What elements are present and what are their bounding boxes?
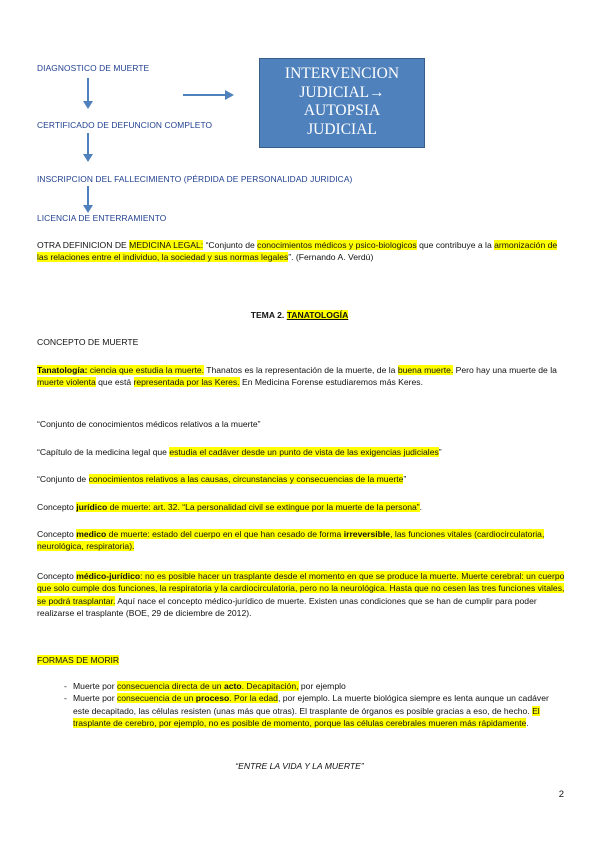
arrow-right-icon: [183, 89, 235, 101]
highlight: medico: [76, 529, 107, 539]
formas-heading: [37, 654, 567, 666]
highlight: . Por la edad: [229, 693, 278, 704]
box-line-2: [260, 84, 424, 103]
highlight: de muerte: estado del cuerpo en el que han cesado de forma: [106, 529, 344, 539]
definicion-3: [37, 473, 567, 485]
highlight: buena muerte.: [397, 365, 454, 375]
text: Aquí nace el concepto médico-jurídico de muerte. Existen unas condiciones que se han de cumplir para poder realizarse el trasplante (BOE, 29 de diciembre de 2012).: [37, 595, 537, 618]
highlight: FORMAS DE MORIR: [37, 655, 120, 665]
text: Pero hay una muerte de la: [453, 365, 557, 375]
text: ”: [403, 474, 407, 484]
highlight: : no es posible hacer un trasplante desde el momento en que se produce la muerte. Muerte cerebral: un cuerpo que solo cumple dos funciones, la respiratoria y la cardiocirculatoria, pero no la neurológica. Hasta que no cesen las tres funciones vitales, se podrá trasplantar.: [37, 571, 565, 606]
highlight: Tanatología:: [37, 365, 88, 375]
text: Thanatos: [204, 365, 243, 375]
concepto-juridico: [37, 501, 567, 513]
text: , por ejemplo. La muerte biológica siempre es lenta aunque un cadáver este decapitado, las células resisten (unas más que otras). El trasplante de órganos es posible gracias a eso, de hecho.: [73, 693, 549, 716]
bullet-dash: -: [64, 693, 67, 704]
highlight: muerte violenta: [37, 377, 96, 388]
text: ”. (Fernando A. Verdú): [288, 252, 374, 263]
definicion-2: [37, 446, 567, 458]
highlight: jurídico: [76, 502, 108, 512]
text: .: [419, 502, 423, 512]
arrow-down-icon: [82, 78, 94, 110]
text: ”: [438, 447, 442, 457]
text: Concepto: [37, 502, 77, 512]
box-line-2-text: JUDICIAL: [299, 83, 370, 101]
closing-quote: “ENTRE LA VIDA Y LA MUERTE”: [235, 761, 364, 771]
highlight: conocimientos médicos y psico-biologicos: [257, 240, 417, 250]
box-line-1: INTERVENCION: [284, 65, 400, 82]
text: por ejemplo: [298, 681, 346, 691]
bullet-dash: -: [64, 681, 67, 691]
text: Concepto: [37, 529, 77, 539]
highlight: . Decapitación,: [241, 681, 299, 691]
intervencion-judicial-box: [259, 58, 425, 148]
highlight: armonización de las relaciones entre el individuo, la sociedad y sus normas legales: [37, 240, 558, 263]
highlight: consecuencia de un: [116, 693, 196, 704]
formas-list: [37, 680, 567, 729]
tanatologia-paragraph: [37, 364, 567, 389]
definicion-1: “Conjunto de conocimientos médicos relativos a la muerte”: [37, 419, 261, 429]
title-name: TANATOLOGÍA: [286, 310, 349, 320]
text: que contribuye a la: [416, 240, 495, 250]
highlight: ciencia que estudia la muerte.: [87, 365, 205, 375]
text: Muerte por: [73, 693, 117, 704]
highlight: irreversible: [343, 529, 391, 539]
text: Concepto: [37, 571, 77, 581]
text: .: [526, 717, 529, 728]
flow-step-licencia: LICENCIA DE ENTERRAMIENTO: [37, 213, 167, 223]
flow-step-diagnostico: DIAGNOSTICO DE MUERTE: [37, 63, 150, 73]
highlight: , las funciones vitales (cardiocirculatoria, neurológica, respiratoria).: [37, 529, 545, 552]
highlight: El trasplante de cerebro, por ejemplo, no es posible de momento, porque las células cerebrales mueren más rápidamente: [73, 705, 540, 728]
page-title: [0, 310, 599, 320]
highlight: representada por las Keres.: [133, 377, 240, 388]
list-item: [37, 692, 567, 729]
text: es la representación de la muerte, de la: [242, 365, 398, 375]
highlight: proceso: [195, 693, 230, 704]
page-number: 2: [558, 789, 564, 800]
highlight: médico-jurídico: [76, 571, 141, 581]
concepto-heading: CONCEPTO DE MUERTE: [37, 337, 139, 347]
text: En Medicina Forense estudiaremos más Keres.: [239, 377, 423, 388]
box-arrow-icon: →: [369, 83, 385, 101]
arrow-down-icon: [82, 186, 94, 214]
text: “Capítulo de la medicina legal que: [37, 447, 170, 457]
concepto-medico: [37, 528, 567, 553]
text: Muerte por: [73, 681, 117, 691]
flow-step-inscripcion: INSCRIPCION DEL FALLECIMIENTO (PÉRDIDA DE PERSONALIDAD JURIDICA): [37, 174, 353, 184]
text: OTRA DEFINICION DE: [37, 240, 130, 250]
title-prefix: TEMA 2.: [250, 310, 287, 320]
highlight: estudia el cadáver desde un punto de vista de las exigencias judiciales: [169, 447, 439, 457]
highlight: consecuencia directa de un: [116, 681, 224, 691]
list-item: [37, 680, 567, 692]
flow-step-certificado: CERTIFICADO DE DEFUNCION COMPLETO: [37, 120, 213, 130]
highlight: conocimientos relativos a las causas, circunstancias y consecuencias de la muerte: [88, 474, 404, 484]
arrow-down-icon: [82, 133, 94, 163]
highlight: de muerte: art. 32. “La personalidad civil se extingue por la muerte de la persona”: [107, 502, 420, 512]
text: que está: [95, 377, 134, 388]
text: “Conjunto de: [37, 474, 89, 484]
box-line-3: AUTOPSIA: [303, 102, 381, 119]
box-line-4: JUDICIAL: [307, 120, 377, 138]
definicion-medicina-legal: [37, 239, 567, 264]
concepto-medico-juridico: [37, 570, 567, 619]
text: “Conjunto de: [203, 240, 258, 250]
highlight: MEDICINA LEGAL:: [129, 240, 204, 250]
highlight: acto: [223, 681, 242, 691]
